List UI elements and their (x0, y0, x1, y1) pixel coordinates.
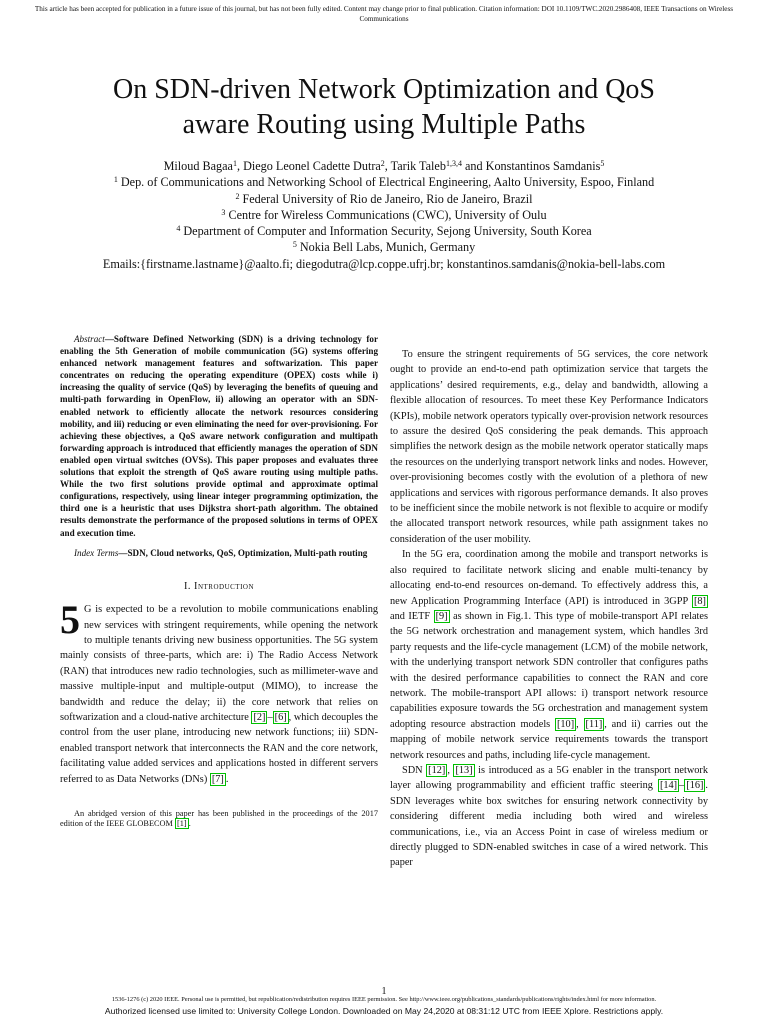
author-name: Miloud Bagaa (163, 159, 233, 173)
text-run: – (679, 780, 685, 792)
text-run: , and ii) carries out the mapping of mobile network service requirements towards the transport network resources and paths, including life-cycle management. (390, 718, 709, 761)
affiliation (20, 174, 748, 190)
section-title: Introduction (194, 580, 255, 592)
abstract (60, 333, 378, 539)
abstract-text: —Software Defined Networking (SDN) is a driving technology for enabling the 5th Generation of mobile communication (5G) systems offering enhanced network management features and softwarization. This paper concentrates on reducing the operating expenditure (OPEX) costs while i) increasing the quality of service (QoS) by leveraging the benefits of queuing and multi-path forwarding in OpenFlow, ii) allowing an operator with an SDN-enabled network to efficiently allocate the network resources considering mobility, and iii) reducing or even eliminating the need for over-provisioning. For achieving these objectives, a QoS aware network configuration and multipath forwarding approach is introduced that efficiently manages the operation of SDN enabled open virtual switches (OVSs). This paper proposes and evaluates three solutions that exploit the strength of QoS aware routing using multiple paths. While the two first solutions provide optimal and approximate optimal configurations, respectively, using linear integer programming optimization, the third one is a heuristic that uses Dijkstra short-path algorithm. The obtained results demonstrate the performance of the proposed solutions in terms of OPEX and execution time. (60, 334, 378, 538)
affiliation-sup: 1 (113, 175, 118, 185)
section-number: I. (183, 580, 191, 592)
section-heading (60, 579, 378, 594)
text-run: and IETF (390, 610, 434, 622)
footnote (60, 809, 378, 830)
affiliation-sup: 4 (176, 224, 181, 234)
author-emails: Emails:{firstname.lastname}@aalto.fi; diegodutra@lcp.coppe.ufrj.br; konstantinos.samdanis@nokia-bell-labs.com (102, 256, 666, 271)
affiliation-text: Nokia Bell Labs, Munich, Germany (299, 240, 476, 255)
author-names: Miloud Bagaa$^1$, Diego Leonel Cadette Dutra$^2$, Tarik Taleb$^{1,3,4}$ and Konstantinos Samdanis$^5$ (163, 159, 605, 173)
citation-link[interactable]: [14] (659, 780, 678, 792)
text-run: , (576, 718, 584, 730)
affiliation-sup: 5 (292, 240, 297, 250)
author-name: Tarik Taleb (390, 159, 446, 173)
title-line-1: On SDN-driven Network Optimization and QoS (112, 74, 656, 105)
citation-link[interactable]: [10] (556, 718, 575, 730)
text-run: as shown in Fig.1. This type of mobile-transport API relates the 5G network orchestration and management system, which handles 3rd party requests and the life-cycle management (LCM) of the mobile network, with the underlying transport network SDN controller that configures paths with the desired performance capabilities to connect the RAN and core network. The mobile-transport API allows: i) transport network resource capabilities exposure towards the 5G orchestration and management system adopting resource abstraction models (390, 610, 708, 730)
author-sup: 1 (232, 159, 237, 168)
copyright-notice: 1536-1276 (c) 2020 IEEE. Personal use is permitted, but republication/redistribution requires IEEE permission. See http://www.ieee.org/publications_standards/publications/rights/index.html for more information. (111, 996, 657, 1003)
text-run: In the 5G era, coordination among the mobile and transport networks is also required to facilitate network slicing and enable multi-tenancy by allocating end-to-end resources on-demand. To effectively address this, a new Application Programming Interface (API) is introduced in 3GPP (390, 549, 708, 607)
intro-paragraph (60, 597, 378, 787)
affiliation (20, 239, 748, 255)
left-column (60, 333, 378, 830)
affiliation (20, 191, 748, 207)
citation-link[interactable]: [1] (177, 819, 187, 829)
author-sup: 5 (600, 159, 605, 168)
text-run: SDN (402, 764, 427, 776)
text-run: is introduced as a 5G enabler in the transport network layer allowing programmability and efficient traffic steering (390, 764, 708, 792)
author-name: Diego Leonel Cadette Dutra (243, 159, 381, 173)
citation-link[interactable]: [8] (693, 595, 706, 607)
affiliation-sup: 3 (221, 207, 226, 217)
author-block (20, 158, 748, 272)
affiliation (20, 223, 748, 239)
index-terms-label: Index Terms (74, 547, 119, 558)
affiliation-text: Department of Computer and Information Security, Sejong University, South Korea (183, 224, 592, 239)
text-run: An abridged version of this paper has been published in the proceedings of the 2017 edition of the IEEE GLOBECOM (60, 808, 378, 829)
body-paragraph: To ensure the stringent requirements of 5G services, the core network ought to provide an end-to-end path optimization service that targets the applications’ desired requirements, e.g., delay and bandwidth, allowing a flexible allocation of resources. To meet these Key Performance Indicators (KPIs), mobile network operators typically over-provision network resources to assure the desired QoS considering the peak demands. This approach simplifies the network design as the mobile network operator statically maps the resources on the underlying transport network links and nodes. However, over-provisioning becomes costly with the evolution of a plethora of new applications and services with rigorous performance demands. It also proves to be inefficient since the mobile network is not flexible to acquire or modify the allocated transport network resources, while path assignment takes no consideration of the user mobility. (390, 349, 708, 545)
citation-link[interactable]: [13] (455, 764, 473, 776)
drop-cap: 5 (60, 597, 80, 643)
affiliation-text: Dep. of Communications and Networking School of Electrical Engineering, Aalto University, Espoo, Finland (120, 175, 655, 190)
citation-link[interactable]: [12] (428, 764, 446, 776)
citation-link[interactable]: [16] (686, 780, 704, 792)
title-line-2: aware Routing using Multiple Paths (182, 109, 586, 140)
page-number: 1 (381, 986, 387, 997)
text-run: , which decouples the control from the user plane, introducing new network functions; iii) SDN-enabled transport network that interconnects the RAN and the core network, facilitating value added services and applications hosted in different servers referred to as Data Networks (DNs) (60, 711, 378, 785)
index-terms-text: —SDN, Cloud networks, QoS, Optimization, Multi-path routing (118, 547, 368, 558)
citation-link[interactable]: [2] (253, 711, 266, 723)
index-terms (60, 547, 378, 559)
author-sup: 1,3,4 (445, 159, 462, 168)
right-column (390, 333, 708, 871)
affiliation (20, 207, 748, 223)
author-sup: 2 (380, 159, 385, 168)
text-run: . (225, 773, 229, 785)
license-notice: Authorized licensed use limited to: University College London. Downloaded on May 24,2020 at 08:31:12 UTC from IEEE Xplore. Restrictions apply. (104, 1006, 664, 1016)
affiliation-sup: 2 (235, 191, 240, 201)
text-run: G is expected to be a revolution to mobile communications enabling new services with stringent requirements, while opening the network to multiple tenants driving new business opportunities. The 5G system mainly consists of three-parts, which are: i) The Radio Access Network (RAN) that introduces new radio technologies, such as millimeter-wave and massive multiple-input and multiple-output (MIMO), to increase the bandwidth and reduce the delay; ii) the core network that relies on softwarization and a cloud-native architecture (60, 604, 378, 723)
citation-link[interactable]: [6] (274, 711, 287, 723)
citation-link[interactable]: [11] (585, 718, 603, 730)
citation-link[interactable]: [9] (435, 610, 448, 622)
text-run: . (188, 819, 191, 829)
author-conjunction: and (464, 159, 483, 173)
text-run: – (267, 711, 273, 723)
text-run: . SDN leverages white box switches for ensuring network connectivity by considering different media including both wired and wireless communications, i.e., via an Access Point in case of wireless medium or directly plugged to SDN-enabled switches in case of a wired network. This paper (390, 780, 708, 869)
paper-title (40, 72, 728, 142)
author-name: Konstantinos Samdanis (485, 159, 601, 173)
affiliation-text: Federal University of Rio de Janeiro, Rio de Janeiro, Brazil (242, 191, 533, 206)
body-paragraph (390, 547, 708, 763)
text-run: , (447, 764, 454, 776)
body-paragraph (390, 763, 708, 871)
citation-link[interactable]: [7] (211, 773, 224, 785)
abstract-label: Abstract (74, 334, 105, 344)
page-header-notice: This article has been accepted for publication in a future issue of this journal, but has not been fully edited. Content may change prior to final publication. Citation information: DOI 10.1109/TWC.2020.2986408, IEEE Transactions on Wireless Communications (34, 5, 734, 23)
affiliation-text: Centre for Wireless Communications (CWC), University of Oulu (228, 207, 547, 222)
